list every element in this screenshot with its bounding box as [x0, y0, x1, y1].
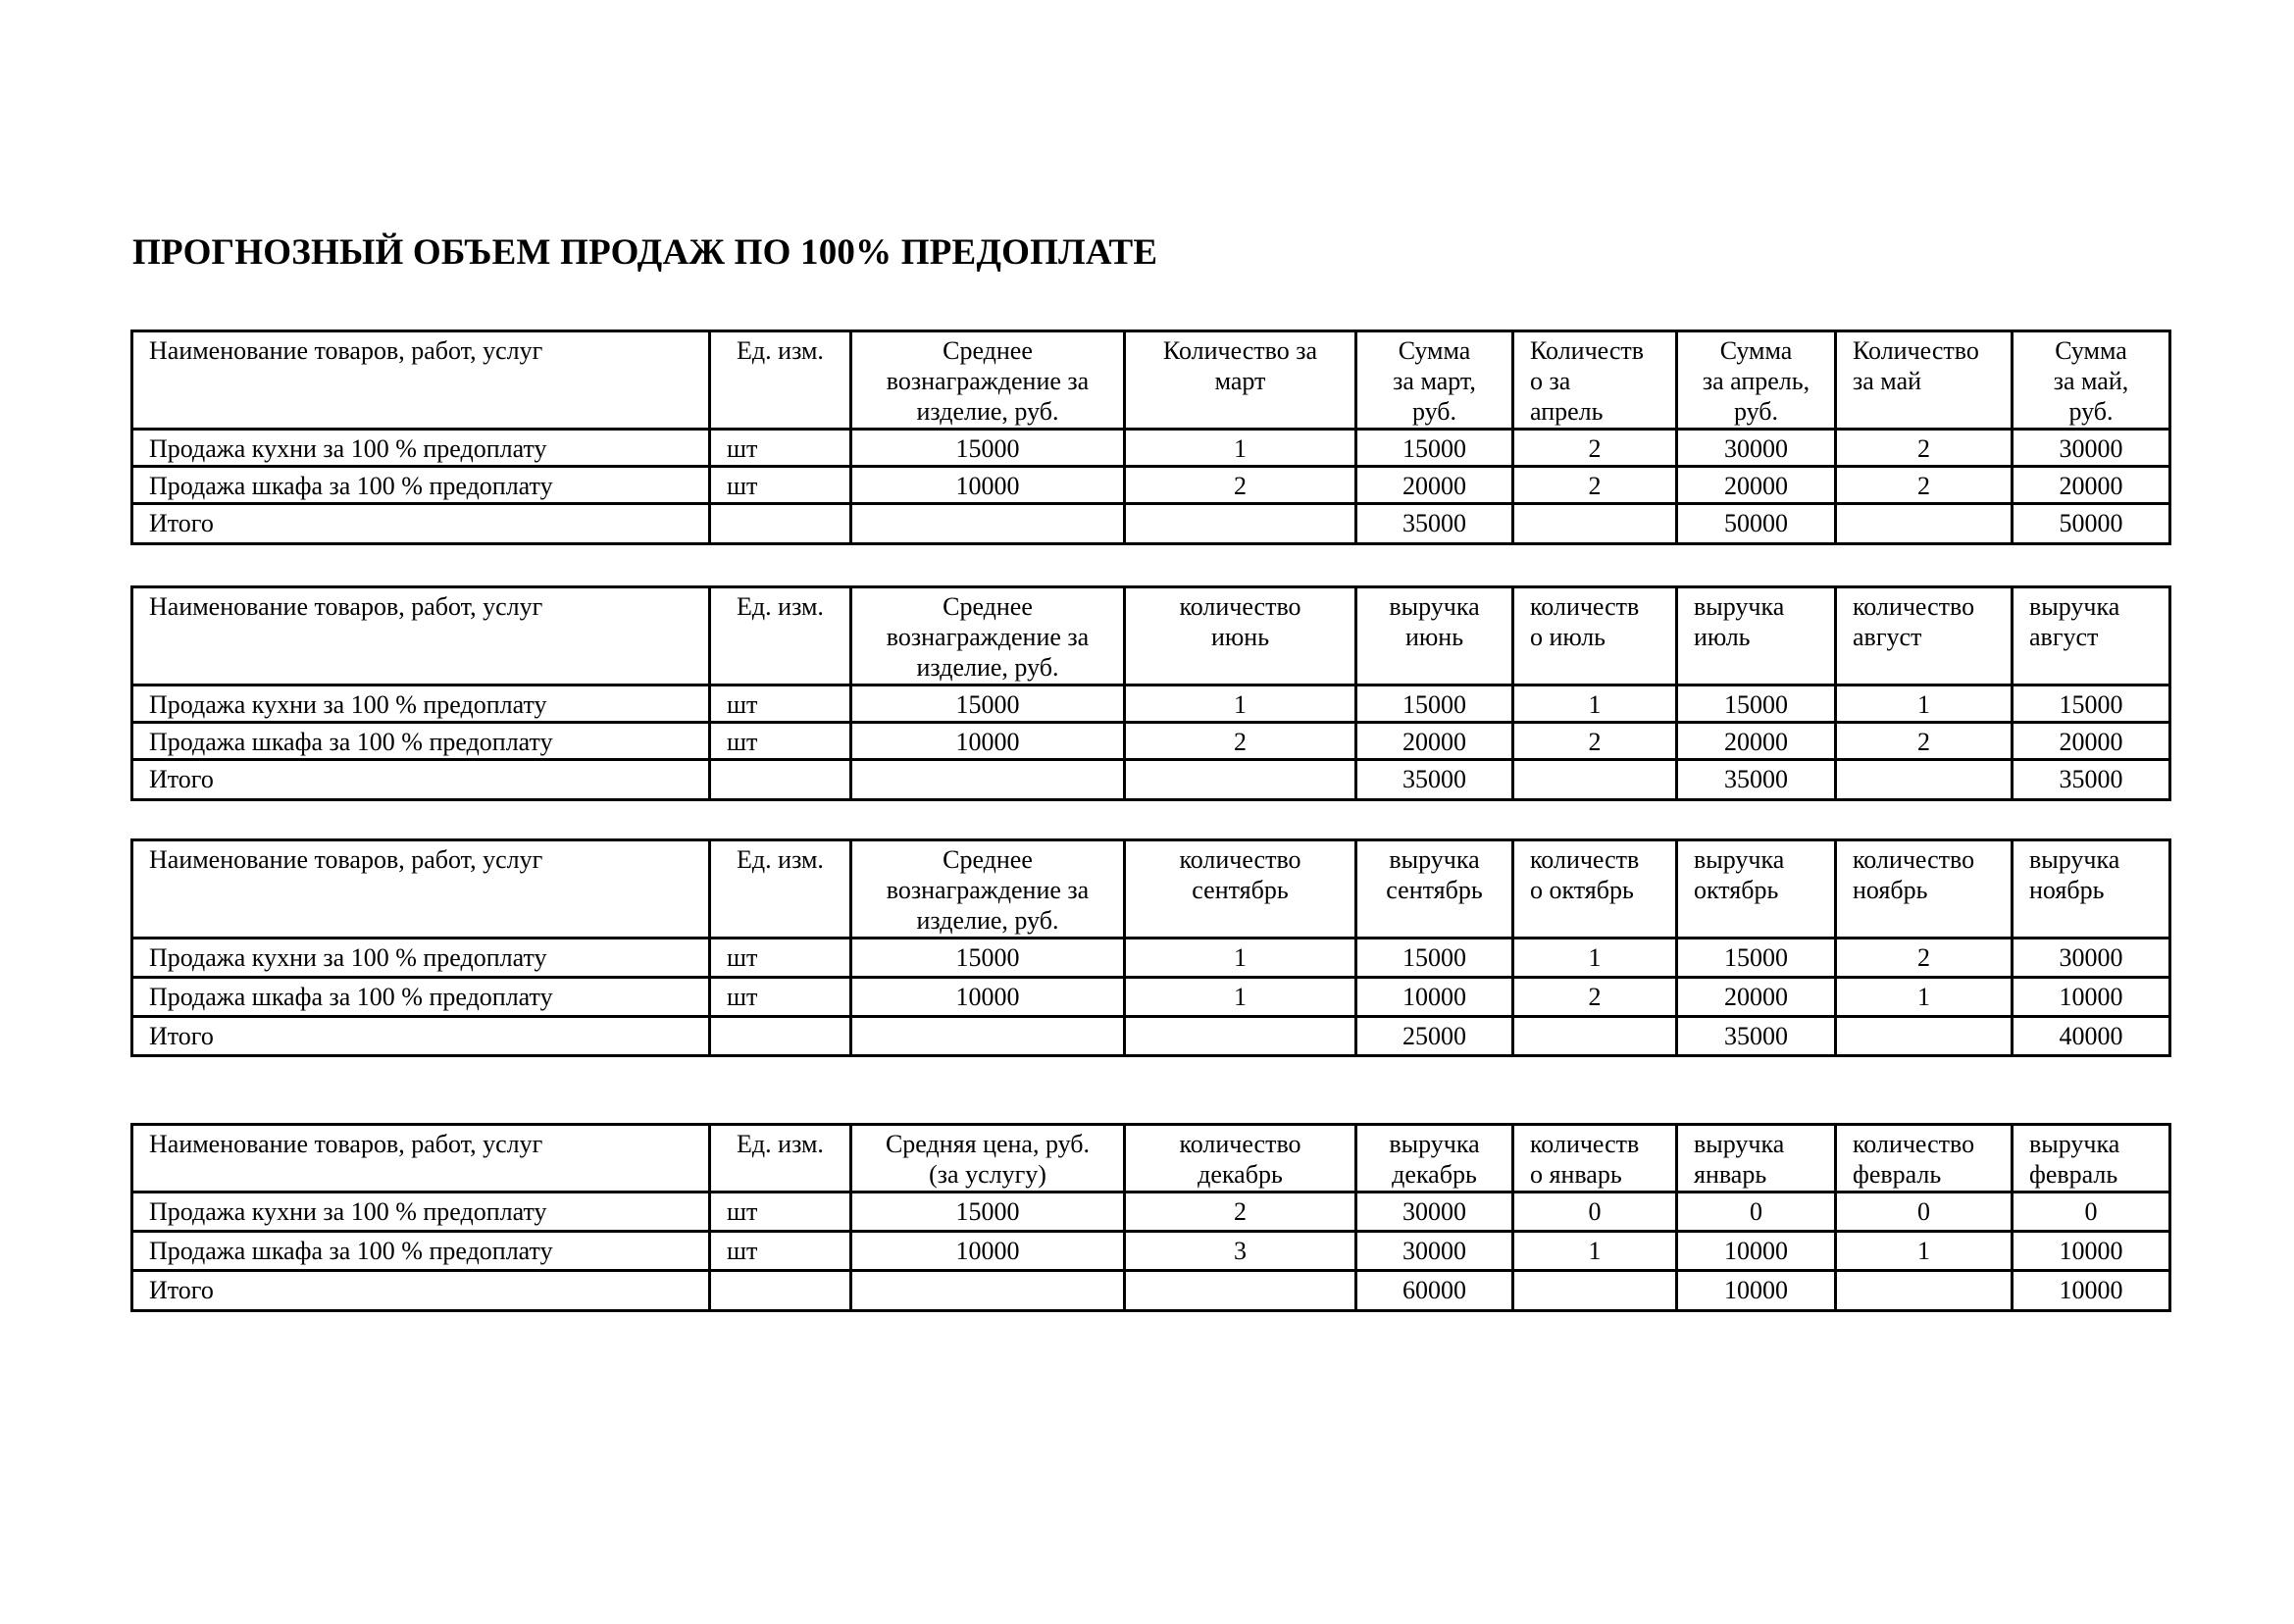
- table-cell: шт: [710, 939, 851, 978]
- table-cell: 60000: [1356, 1271, 1513, 1311]
- table-cell: [1125, 1017, 1356, 1056]
- table-cell: 15000: [851, 430, 1125, 467]
- table-cell: 35000: [1677, 1017, 1836, 1056]
- sales-table-dec-feb: [130, 1123, 2171, 1312]
- table-cell: 35000: [1356, 504, 1513, 544]
- table-cell: 2: [1836, 430, 2013, 467]
- table-cell: 1: [1836, 685, 2013, 723]
- table-cell: 1: [1125, 939, 1356, 978]
- table-total-row: [132, 1017, 2170, 1056]
- table-cell: 2: [1125, 723, 1356, 760]
- header-cell: выручка февраль: [2013, 1125, 2170, 1193]
- header-cell: выручка сентябрь: [1356, 840, 1513, 939]
- table-cell: 1: [1836, 978, 2013, 1017]
- table-cell: 20000: [1356, 723, 1513, 760]
- table-cell: 0: [1677, 1193, 1836, 1232]
- table-cell: 30000: [1677, 430, 1836, 467]
- table-cell: 2: [1513, 467, 1677, 504]
- table-cell: 1: [1513, 939, 1677, 978]
- table-cell: 25000: [1356, 1017, 1513, 1056]
- header-cell: Среднее вознаграждение за изделие, руб.: [851, 840, 1125, 939]
- table-cell: 20000: [2013, 467, 2170, 504]
- header-cell: Наименование товаров, работ, услуг: [132, 587, 710, 685]
- table-cell: [851, 760, 1125, 800]
- header-cell: количество июнь: [1125, 587, 1356, 685]
- table-cell: 10000: [1677, 1271, 1836, 1311]
- table-row: [132, 430, 2170, 467]
- table-total-row: [132, 504, 2170, 544]
- table-cell: Продажа шкафа за 100 % предоплату: [132, 1232, 710, 1271]
- table-cell: 20000: [1677, 723, 1836, 760]
- table-cell: 30000: [1356, 1232, 1513, 1271]
- table-total-row: [132, 1271, 2170, 1311]
- table-cell: 15000: [1356, 430, 1513, 467]
- header-cell: Наименование товаров, работ, услуг: [132, 331, 710, 430]
- table-cell: шт: [710, 978, 851, 1017]
- table-cell: 10000: [851, 1232, 1125, 1271]
- sales-table-sep-nov: [130, 838, 2171, 1057]
- table-cell: [710, 1271, 851, 1311]
- header-cell: количество август: [1836, 587, 2013, 685]
- table-cell: [851, 504, 1125, 544]
- table-cell: Продажа кухни за 100 % предоплату: [132, 939, 710, 978]
- header-cell: Ед. изм.: [710, 331, 851, 430]
- header-cell: выручка август: [2013, 587, 2170, 685]
- table-cell: шт: [710, 1193, 851, 1232]
- header-cell: Наименование товаров, работ, услуг: [132, 1125, 710, 1193]
- table-cell: 35000: [1356, 760, 1513, 800]
- table-cell: 1: [1836, 1232, 2013, 1271]
- header-cell: Средняя цена, руб. (за услугу): [851, 1125, 1125, 1193]
- table-cell: 1: [1125, 978, 1356, 1017]
- table-cell: 10000: [2013, 1271, 2170, 1311]
- total-label: Итого: [132, 1017, 710, 1056]
- header-cell: Наименование товаров, работ, услуг: [132, 840, 710, 939]
- table-cell: 10000: [851, 467, 1125, 504]
- page-title: ПРОГНОЗНЫЙ ОБЪЕМ ПРОДАЖ ПО 100% ПРЕДОПЛАТЕ: [132, 232, 1158, 273]
- table-cell: 35000: [2013, 760, 2170, 800]
- table-cell: шт: [710, 467, 851, 504]
- header-cell: количество февраль: [1836, 1125, 2013, 1193]
- table-cell: 0: [1513, 1193, 1677, 1232]
- table-cell: [1125, 760, 1356, 800]
- table-row: [132, 939, 2170, 978]
- table-cell: 30000: [1356, 1193, 1513, 1232]
- table-cell: 15000: [1356, 939, 1513, 978]
- table-cell: 10000: [2013, 1232, 2170, 1271]
- header-cell: количеств о июль: [1513, 587, 1677, 685]
- table-cell: 1: [1125, 430, 1356, 467]
- table-cell: шт: [710, 723, 851, 760]
- header-cell: количество декабрь: [1125, 1125, 1356, 1193]
- table-cell: 15000: [851, 685, 1125, 723]
- table-cell: 50000: [1677, 504, 1836, 544]
- table-cell: 10000: [2013, 978, 2170, 1017]
- table-total-row: [132, 760, 2170, 800]
- total-label: Итого: [132, 760, 710, 800]
- table-row: [132, 1193, 2170, 1232]
- header-cell: Ед. изм.: [710, 587, 851, 685]
- table-cell: 2: [1513, 978, 1677, 1017]
- sales-table-mar-may: [130, 330, 2171, 545]
- table-cell: 30000: [2013, 430, 2170, 467]
- header-cell: количество ноябрь: [1836, 840, 2013, 939]
- table-cell: [710, 760, 851, 800]
- table-cell: 15000: [851, 939, 1125, 978]
- table-cell: шт: [710, 430, 851, 467]
- header-cell: выручка июнь: [1356, 587, 1513, 685]
- header-cell: Ед. изм.: [710, 840, 851, 939]
- header-cell: выручка январь: [1677, 1125, 1836, 1193]
- table-cell: [1125, 504, 1356, 544]
- table-cell: 15000: [2013, 685, 2170, 723]
- table-cell: 20000: [1356, 467, 1513, 504]
- header-cell: Количеств о за апрель: [1513, 331, 1677, 430]
- table-cell: 40000: [2013, 1017, 2170, 1056]
- table-cell: [1513, 1017, 1677, 1056]
- table-cell: 2: [1125, 1193, 1356, 1232]
- table-cell: 10000: [851, 723, 1125, 760]
- table-cell: [710, 504, 851, 544]
- table-cell: 1: [1125, 685, 1356, 723]
- header-cell: Сумма за май, руб.: [2013, 331, 2170, 430]
- table-cell: Продажа шкафа за 100 % предоплату: [132, 978, 710, 1017]
- table-cell: 0: [2013, 1193, 2170, 1232]
- table-cell: [1836, 1271, 2013, 1311]
- header-cell: выручка декабрь: [1356, 1125, 1513, 1193]
- table-cell: 2: [1836, 467, 2013, 504]
- table-cell: [710, 1017, 851, 1056]
- table-cell: [1836, 760, 2013, 800]
- table-row: [132, 467, 2170, 504]
- total-label: Итого: [132, 504, 710, 544]
- table-cell: 20000: [1677, 978, 1836, 1017]
- sales-table-jun-aug: [130, 585, 2171, 801]
- table-cell: 10000: [1356, 978, 1513, 1017]
- table-cell: шт: [710, 685, 851, 723]
- header-cell: количество сентябрь: [1125, 840, 1356, 939]
- table-cell: 15000: [1356, 685, 1513, 723]
- header-cell: количеств о октябрь: [1513, 840, 1677, 939]
- table-row: [132, 685, 2170, 723]
- header-cell: выручка октябрь: [1677, 840, 1836, 939]
- table-cell: 2: [1513, 430, 1677, 467]
- table-cell: [1513, 504, 1677, 544]
- table-cell: Продажа кухни за 100 % предоплату: [132, 430, 710, 467]
- table-cell: 50000: [2013, 504, 2170, 544]
- total-label: Итого: [132, 1271, 710, 1311]
- table-cell: Продажа шкафа за 100 % предоплату: [132, 723, 710, 760]
- table-header-row: [132, 1125, 2170, 1193]
- table-cell: [1513, 1271, 1677, 1311]
- table-cell: [1513, 760, 1677, 800]
- table-cell: [851, 1271, 1125, 1311]
- table-cell: 15000: [1677, 685, 1836, 723]
- table-header-row: [132, 331, 2170, 430]
- table-cell: Продажа кухни за 100 % предоплату: [132, 685, 710, 723]
- table-cell: 35000: [1677, 760, 1836, 800]
- table-cell: 2: [1513, 723, 1677, 760]
- table-cell: [1836, 1017, 2013, 1056]
- table-cell: 1: [1513, 685, 1677, 723]
- table-cell: [1125, 1271, 1356, 1311]
- header-cell: Среднее вознаграждение за изделие, руб.: [851, 587, 1125, 685]
- table-cell: шт: [710, 1232, 851, 1271]
- table-cell: 2: [1836, 723, 2013, 760]
- header-cell: Сумма за апрель, руб.: [1677, 331, 1836, 430]
- table-row: [132, 1232, 2170, 1271]
- table-cell: 20000: [2013, 723, 2170, 760]
- table-cell: 20000: [1677, 467, 1836, 504]
- table-cell: [851, 1017, 1125, 1056]
- header-cell: Количество за март: [1125, 331, 1356, 430]
- table-cell: 15000: [1677, 939, 1836, 978]
- table-cell: 10000: [851, 978, 1125, 1017]
- table-cell: 2: [1125, 467, 1356, 504]
- header-cell: выручка июль: [1677, 587, 1836, 685]
- table-header-row: [132, 840, 2170, 939]
- table-cell: 10000: [1677, 1232, 1836, 1271]
- table-cell: Продажа кухни за 100 % предоплату: [132, 1193, 710, 1232]
- table-row: [132, 723, 2170, 760]
- header-cell: количеств о январь: [1513, 1125, 1677, 1193]
- table-header-row: [132, 587, 2170, 685]
- table-cell: Продажа шкафа за 100 % предоплату: [132, 467, 710, 504]
- table-cell: 0: [1836, 1193, 2013, 1232]
- table-cell: 3: [1125, 1232, 1356, 1271]
- table-cell: 2: [1836, 939, 2013, 978]
- table-cell: 30000: [2013, 939, 2170, 978]
- table-cell: [1836, 504, 2013, 544]
- table-row: [132, 978, 2170, 1017]
- header-cell: Сумма за март, руб.: [1356, 331, 1513, 430]
- header-cell: выручка ноябрь: [2013, 840, 2170, 939]
- header-cell: Ед. изм.: [710, 1125, 851, 1193]
- header-cell: Количество за май: [1836, 331, 2013, 430]
- header-cell: Среднее вознаграждение за изделие, руб.: [851, 331, 1125, 430]
- table-cell: 15000: [851, 1193, 1125, 1232]
- table-cell: 1: [1513, 1232, 1677, 1271]
